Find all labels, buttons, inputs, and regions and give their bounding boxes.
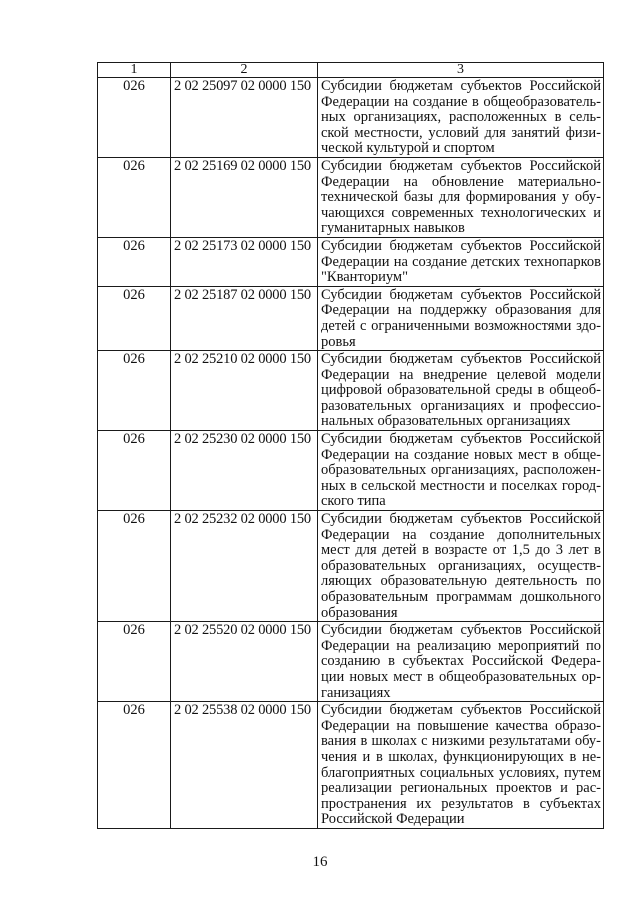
revenue-name-line: Федерации на поддержку образования для: [321, 302, 601, 319]
revenue-name-line: Федерации на создание новых мест в обще-: [321, 446, 601, 463]
revenue-name-cell: [318, 622, 604, 702]
table-header: [98, 63, 604, 78]
revenue-name-line: ции новых мест в общеобразовательных ор-: [321, 668, 601, 685]
budget-classification-code-cell: 2 02 25173 02 0000 150: [171, 237, 318, 286]
revenue-name-line: ческой культурой и спортом: [321, 140, 495, 157]
table-row: [98, 286, 604, 350]
table-row: [98, 351, 604, 431]
revenue-name-line: детей с ограниченными возможностями здо-: [321, 317, 601, 334]
revenue-name-line: гуманитарных навыков: [321, 220, 465, 237]
budget-classification-code-cell: 2 02 25187 02 0000 150: [171, 286, 318, 350]
revenue-name-line: образовательным программам дошкольного: [321, 589, 601, 605]
revenue-name-line: реализации региональных проектов и рас-: [321, 780, 601, 797]
revenue-name-cell: [318, 286, 604, 350]
header-col-1: 1: [98, 63, 171, 78]
revenue-name-cell: [318, 511, 604, 622]
admin-code-cell: 026: [98, 431, 171, 511]
table-body: [98, 78, 604, 829]
revenue-name-line: пространения их результатов в субъектах: [321, 795, 601, 812]
revenue-name-cell: [318, 431, 604, 511]
budget-classification-code-cell: 2 02 25232 02 0000 150: [171, 511, 318, 622]
revenue-name-line: Субсидии бюджетам субъектов Российской: [321, 157, 601, 174]
revenue-name-line: ганизациях: [321, 684, 391, 701]
revenue-name-line: Федерации на реализацию мероприятий по: [321, 637, 601, 654]
header-row: [98, 63, 604, 78]
table-row: [98, 702, 604, 829]
table-row: [98, 622, 604, 702]
revenue-name-line: образовательных организациях, расположен-: [321, 462, 601, 479]
revenue-name-line: образования: [321, 604, 398, 621]
admin-code-cell: 026: [98, 157, 171, 237]
budget-codes-table: [97, 62, 604, 829]
revenue-name-line: образовательных организациях, осуществ-: [321, 557, 601, 574]
budget-classification-code-cell: 2 02 25520 02 0000 150: [171, 622, 318, 702]
revenue-name-line: Федерации на внедрение целевой модели: [321, 366, 601, 383]
admin-code-cell: 026: [98, 511, 171, 622]
revenue-name-line: вания в школах с низкими результатами обу-: [321, 733, 601, 750]
revenue-name-line: технической базы для формирования у обу-: [321, 189, 601, 206]
revenue-name-line: Федерации на создание в общеобразователь-: [321, 93, 601, 110]
revenue-name-line: ского типа: [321, 493, 386, 510]
budget-classification-code-cell: 2 02 25169 02 0000 150: [171, 157, 318, 237]
revenue-name-line: благоприятных социальных условиях, путем: [321, 764, 601, 781]
revenue-name-line: Субсидии бюджетам субъектов Российской: [321, 702, 601, 719]
admin-code-cell: 026: [98, 237, 171, 286]
revenue-name-cell: [318, 157, 604, 237]
table-row: [98, 431, 604, 511]
revenue-name-line: Федерации на повышение качества образо-: [321, 717, 601, 734]
admin-code-cell: 026: [98, 286, 171, 350]
budget-classification-code-cell: 2 02 25210 02 0000 150: [171, 351, 318, 431]
revenue-name-line: Федерации на обновление материально-: [321, 173, 601, 190]
revenue-name-line: ской местности, условий для занятий физи-: [321, 124, 601, 141]
revenue-name-line: мест для детей в возрасте от 1,5 до 3 лет в: [321, 542, 601, 559]
table-row: [98, 511, 604, 622]
revenue-name-line: Субсидии бюджетам субъектов Российской: [321, 511, 601, 528]
revenue-name-cell: [318, 702, 604, 829]
table-row: [98, 237, 604, 286]
revenue-name-cell: [318, 237, 604, 286]
revenue-name-line: чающихся современных технологических и: [321, 204, 601, 221]
admin-code-cell: 026: [98, 622, 171, 702]
table-row: [98, 157, 604, 237]
revenue-name-line: чения и в школах, функционирующих в не-: [321, 748, 601, 765]
table-row: [98, 78, 604, 158]
revenue-name-line: Субсидии бюджетам субъектов Российской: [321, 431, 601, 448]
revenue-name-line: цифровой образовательной среды в общеоб-: [321, 382, 601, 399]
revenue-name-line: Субсидии бюджетам субъектов Российской: [321, 237, 601, 254]
admin-code-cell: 026: [98, 702, 171, 829]
revenue-name-cell: [318, 78, 604, 158]
revenue-name-line: Субсидии бюджетам субъектов Российской: [321, 622, 601, 639]
revenue-name-line: разовательных организациях и профессио-: [321, 397, 601, 414]
budget-classification-code-cell: 2 02 25097 02 0000 150: [171, 78, 318, 158]
revenue-name-line: Российской Федерации: [321, 811, 465, 828]
revenue-name-line: ровья: [321, 333, 356, 350]
revenue-name-line: Федерации на создание детских технопарков: [321, 253, 601, 270]
revenue-name-line: Субсидии бюджетам субъектов Российской: [321, 78, 601, 94]
revenue-name-line: нальных образовательных организациях: [321, 413, 571, 430]
page-number: 16: [312, 854, 328, 870]
revenue-name-line: ляющих образовательную деятельность по: [321, 573, 601, 590]
header-col-2: 2: [171, 63, 318, 78]
admin-code-cell: 026: [98, 78, 171, 158]
revenue-name-cell: [318, 351, 604, 431]
admin-code-cell: 026: [98, 351, 171, 431]
budget-classification-code-cell: 2 02 25538 02 0000 150: [171, 702, 318, 829]
revenue-name-line: ных организациях, расположенных в сель-: [321, 109, 601, 126]
header-col-3: 3: [318, 63, 604, 78]
revenue-name-line: Субсидии бюджетам субъектов Российской: [321, 351, 601, 368]
revenue-name-line: созданию в субъектах Российской Федера-: [321, 653, 601, 670]
revenue-name-line: Федерации на создание дополнительных: [321, 526, 601, 543]
revenue-name-line: Субсидии бюджетам субъектов Российской: [321, 286, 601, 303]
budget-classification-code-cell: 2 02 25230 02 0000 150: [171, 431, 318, 511]
revenue-name-line: "Кванториум": [321, 269, 408, 286]
revenue-name-line: ных в сельской местности и поселках город-: [321, 477, 601, 494]
